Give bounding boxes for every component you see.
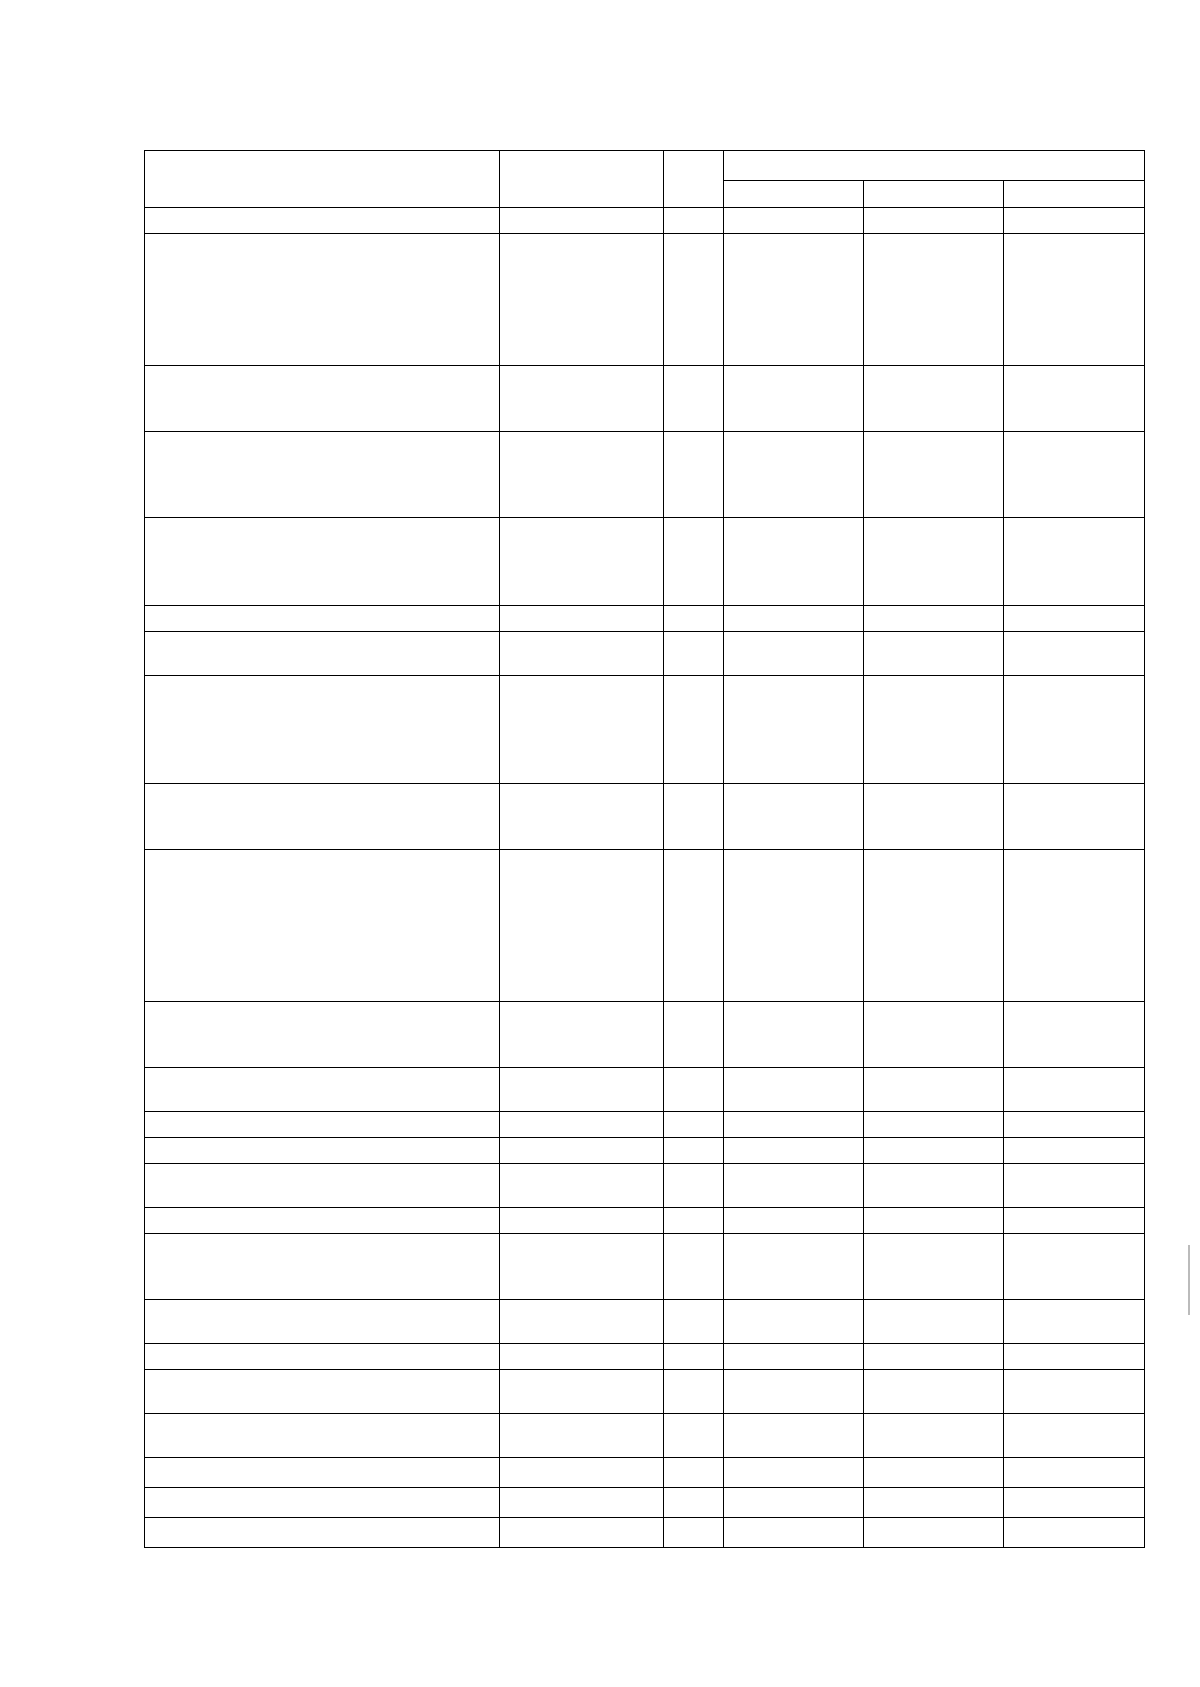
row-value-2025 [864, 1518, 1004, 1548]
row-vr [664, 1518, 724, 1548]
row-value-2024 [724, 676, 864, 784]
row-value-2026 [1004, 676, 1145, 784]
row-name [145, 1458, 500, 1488]
row-csr [500, 606, 664, 632]
row-value-2024 [724, 1370, 864, 1414]
row-value-2024 [724, 1414, 864, 1458]
row-csr [500, 1112, 664, 1138]
row-vr [664, 606, 724, 632]
row-name [145, 1138, 500, 1164]
row-value-2026 [1004, 1370, 1145, 1414]
table-row [145, 1344, 1145, 1370]
row-value-2026 [1004, 518, 1145, 606]
row-value-2025 [864, 1344, 1004, 1370]
row-value-2025 [864, 1208, 1004, 1234]
row-vr [664, 1488, 724, 1518]
table-row [145, 432, 1145, 518]
table-row [145, 1068, 1145, 1112]
row-value-2025 [864, 676, 1004, 784]
row-value-2024 [724, 1138, 864, 1164]
row-value-2025 [864, 606, 1004, 632]
row-vr [664, 1208, 724, 1234]
row-vr [664, 1002, 724, 1068]
row-value-2025 [864, 1370, 1004, 1414]
row-value-2026 [1004, 1164, 1145, 1208]
row-value-2024 [724, 1488, 864, 1518]
header-vr [664, 151, 724, 208]
row-csr [500, 1518, 664, 1548]
row-value-2026 [1004, 784, 1145, 850]
row-value-2025 [864, 1164, 1004, 1208]
budget-table [144, 150, 1145, 1548]
row-name [145, 1370, 500, 1414]
row-value-2026 [1004, 1458, 1145, 1488]
table-row [145, 234, 1145, 366]
table-header [145, 151, 1145, 208]
row-value-2026 [1004, 1414, 1145, 1458]
row-value-2025 [864, 208, 1004, 234]
row-name [145, 784, 500, 850]
table-row [145, 1164, 1145, 1208]
row-csr [500, 1414, 664, 1458]
row-value-2024 [724, 234, 864, 366]
row-value-2024 [724, 1344, 864, 1370]
row-csr [500, 366, 664, 432]
row-value-2026 [1004, 632, 1145, 676]
row-name [145, 850, 500, 1002]
table-row [145, 1300, 1145, 1344]
table-row [145, 632, 1145, 676]
row-value-2024 [724, 1234, 864, 1300]
table-row [145, 784, 1145, 850]
row-value-2024 [724, 606, 864, 632]
row-value-2025 [864, 784, 1004, 850]
row-name [145, 1068, 500, 1112]
row-csr [500, 518, 664, 606]
row-name [145, 606, 500, 632]
row-value-2025 [864, 850, 1004, 1002]
table-row [145, 366, 1145, 432]
table-body [145, 208, 1145, 1548]
row-value-2026 [1004, 1518, 1145, 1548]
row-value-2024 [724, 850, 864, 1002]
row-value-2026 [1004, 1300, 1145, 1344]
row-name [145, 432, 500, 518]
table-row [145, 1138, 1145, 1164]
row-value-2024 [724, 1458, 864, 1488]
row-vr [664, 234, 724, 366]
header-name [145, 151, 500, 208]
row-value-2025 [864, 1234, 1004, 1300]
row-value-2024 [724, 432, 864, 518]
row-value-2026 [1004, 1344, 1145, 1370]
table-row [145, 1234, 1145, 1300]
row-value-2024 [724, 1164, 864, 1208]
row-value-2026 [1004, 234, 1145, 366]
row-value-2024 [724, 1518, 864, 1548]
row-csr [500, 1300, 664, 1344]
table-row [145, 1208, 1145, 1234]
row-csr [500, 676, 664, 784]
row-vr [664, 1068, 724, 1112]
row-csr [500, 1138, 664, 1164]
table-row [145, 518, 1145, 606]
row-value-2024 [724, 366, 864, 432]
row-value-2025 [864, 432, 1004, 518]
row-name [145, 366, 500, 432]
header-sum [724, 151, 1145, 181]
header-year-2025 [864, 181, 1004, 208]
row-value-2026 [1004, 1234, 1145, 1300]
row-vr [664, 1234, 724, 1300]
row-csr [500, 1370, 664, 1414]
row-name [145, 208, 500, 234]
row-name [145, 1518, 500, 1548]
row-value-2026 [1004, 850, 1145, 1002]
row-csr [500, 1208, 664, 1234]
row-csr [500, 1458, 664, 1488]
row-vr [664, 1138, 724, 1164]
table-row [145, 1518, 1145, 1548]
row-value-2026 [1004, 1002, 1145, 1068]
row-vr [664, 1414, 724, 1458]
row-value-2025 [864, 1138, 1004, 1164]
table-row [145, 1002, 1145, 1068]
row-csr [500, 1002, 664, 1068]
row-name [145, 518, 500, 606]
row-name [145, 1208, 500, 1234]
row-csr [500, 850, 664, 1002]
row-vr [664, 1458, 724, 1488]
row-value-2025 [864, 1002, 1004, 1068]
row-value-2025 [864, 234, 1004, 366]
row-csr [500, 784, 664, 850]
row-value-2024 [724, 1208, 864, 1234]
row-value-2026 [1004, 606, 1145, 632]
row-name [145, 632, 500, 676]
row-value-2026 [1004, 1112, 1145, 1138]
table-row [145, 606, 1145, 632]
row-vr [664, 850, 724, 1002]
row-csr [500, 1068, 664, 1112]
table-row [145, 1112, 1145, 1138]
row-value-2024 [724, 632, 864, 676]
row-value-2024 [724, 1300, 864, 1344]
row-value-2026 [1004, 1488, 1145, 1518]
row-value-2024 [724, 1112, 864, 1138]
row-value-2024 [724, 1068, 864, 1112]
table-row [145, 676, 1145, 784]
row-value-2026 [1004, 366, 1145, 432]
row-csr [500, 1488, 664, 1518]
header-year-2024 [724, 181, 864, 208]
row-value-2026 [1004, 1208, 1145, 1234]
row-value-2026 [1004, 432, 1145, 518]
row-vr [664, 208, 724, 234]
row-value-2025 [864, 1068, 1004, 1112]
row-vr [664, 1112, 724, 1138]
row-name [145, 1234, 500, 1300]
header-year-2026 [1004, 181, 1145, 208]
row-value-2024 [724, 784, 864, 850]
row-csr [500, 432, 664, 518]
row-csr [500, 208, 664, 234]
row-value-2025 [864, 1488, 1004, 1518]
row-vr [664, 366, 724, 432]
row-csr [500, 234, 664, 366]
table-row [145, 1414, 1145, 1458]
row-vr [664, 1344, 724, 1370]
row-vr [664, 518, 724, 606]
row-value-2025 [864, 1458, 1004, 1488]
row-name [145, 1414, 500, 1458]
row-vr [664, 432, 724, 518]
row-vr [664, 632, 724, 676]
row-csr [500, 1344, 664, 1370]
row-value-2025 [864, 366, 1004, 432]
row-vr [664, 784, 724, 850]
row-name [145, 1002, 500, 1068]
row-name [145, 1488, 500, 1518]
table-row [145, 850, 1145, 1002]
row-value-2024 [724, 518, 864, 606]
row-name [145, 1344, 500, 1370]
row-value-2024 [724, 1002, 864, 1068]
row-vr [664, 676, 724, 784]
table-row [145, 1370, 1145, 1414]
row-value-2025 [864, 1112, 1004, 1138]
margin-mark [1188, 1245, 1190, 1315]
row-vr [664, 1164, 724, 1208]
row-name [145, 676, 500, 784]
row-csr [500, 632, 664, 676]
row-value-2025 [864, 1300, 1004, 1344]
table-row [145, 1488, 1145, 1518]
table-row [145, 208, 1145, 234]
table-row [145, 1458, 1145, 1488]
row-name [145, 1112, 500, 1138]
row-value-2026 [1004, 208, 1145, 234]
row-vr [664, 1370, 724, 1414]
row-name [145, 1164, 500, 1208]
row-value-2025 [864, 1414, 1004, 1458]
row-name [145, 1300, 500, 1344]
row-csr [500, 1164, 664, 1208]
row-value-2024 [724, 208, 864, 234]
row-value-2025 [864, 632, 1004, 676]
header-csr [500, 151, 664, 208]
row-csr [500, 1234, 664, 1300]
row-vr [664, 1300, 724, 1344]
row-name [145, 234, 500, 366]
row-value-2025 [864, 518, 1004, 606]
row-value-2026 [1004, 1138, 1145, 1164]
row-value-2026 [1004, 1068, 1145, 1112]
